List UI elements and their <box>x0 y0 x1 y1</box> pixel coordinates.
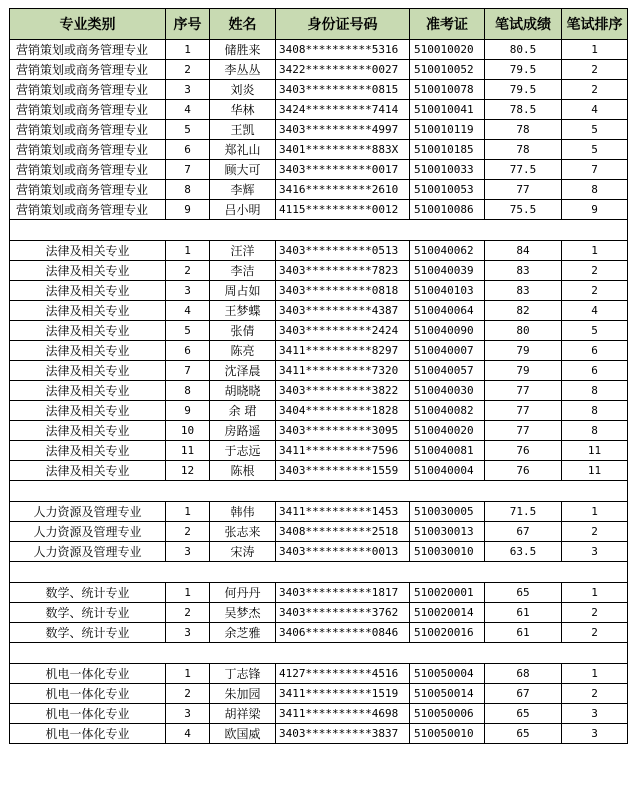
cell-major: 人力资源及管理专业 <box>10 542 166 562</box>
cell-id: 3403**********1559 <box>276 461 410 481</box>
cell-score: 76 <box>485 461 562 481</box>
table-row <box>10 100 628 120</box>
table-row <box>10 401 628 421</box>
cell-name: 华林 <box>210 100 276 120</box>
header-ticket: 准考证 <box>410 9 485 40</box>
cell-seq: 3 <box>166 281 210 301</box>
header-seq: 序号 <box>166 9 210 40</box>
cell-seq: 7 <box>166 160 210 180</box>
cell-rank: 8 <box>562 381 628 401</box>
cell-name: 沈泽晨 <box>210 361 276 381</box>
cell-name: 房路遥 <box>210 421 276 441</box>
cell-ticket: 510010086 <box>410 200 485 220</box>
cell-ticket: 510010078 <box>410 80 485 100</box>
cell-rank: 8 <box>562 180 628 200</box>
cell-major: 法律及相关专业 <box>10 401 166 421</box>
cell-score: 79.5 <box>485 60 562 80</box>
cell-seq: 4 <box>166 724 210 744</box>
cell-ticket: 510040090 <box>410 321 485 341</box>
cell-ticket: 510050014 <box>410 684 485 704</box>
cell-id: 3406**********0846 <box>276 623 410 643</box>
cell-seq: 11 <box>166 441 210 461</box>
cell-rank: 2 <box>562 603 628 623</box>
cell-id: 3408**********5316 <box>276 40 410 60</box>
cell-score: 77 <box>485 401 562 421</box>
cell-name: 于志远 <box>210 441 276 461</box>
table-row <box>10 281 628 301</box>
cell-id: 3403**********4997 <box>276 120 410 140</box>
cell-ticket: 510040057 <box>410 361 485 381</box>
cell-rank: 4 <box>562 100 628 120</box>
cell-rank: 5 <box>562 120 628 140</box>
cell-rank: 8 <box>562 421 628 441</box>
header-major: 专业类别 <box>10 9 166 40</box>
cell-rank: 6 <box>562 341 628 361</box>
cell-seq: 1 <box>166 583 210 603</box>
cell-name: 胡晓晓 <box>210 381 276 401</box>
cell-score: 83 <box>485 281 562 301</box>
cell-score: 80 <box>485 321 562 341</box>
cell-major: 法律及相关专业 <box>10 421 166 441</box>
table-row <box>10 461 628 481</box>
cell-major: 法律及相关专业 <box>10 361 166 381</box>
header-row <box>10 9 628 40</box>
cell-rank: 2 <box>562 60 628 80</box>
cell-rank: 11 <box>562 461 628 481</box>
cell-rank: 11 <box>562 441 628 461</box>
cell-score: 75.5 <box>485 200 562 220</box>
cell-seq: 6 <box>166 140 210 160</box>
cell-id: 3403**********3837 <box>276 724 410 744</box>
cell-id: 3422**********0027 <box>276 60 410 80</box>
cell-rank: 5 <box>562 140 628 160</box>
cell-score: 61 <box>485 603 562 623</box>
cell-name: 余芝雅 <box>210 623 276 643</box>
cell-seq: 3 <box>166 623 210 643</box>
cell-score: 79 <box>485 341 562 361</box>
cell-rank: 1 <box>562 664 628 684</box>
cell-seq: 3 <box>166 704 210 724</box>
cell-ticket: 510020016 <box>410 623 485 643</box>
cell-major: 机电一体化专业 <box>10 684 166 704</box>
cell-rank: 1 <box>562 502 628 522</box>
cell-major: 机电一体化专业 <box>10 704 166 724</box>
table-row <box>10 502 628 522</box>
cell-id: 3403**********1817 <box>276 583 410 603</box>
cell-score: 78 <box>485 140 562 160</box>
cell-rank: 2 <box>562 80 628 100</box>
cell-seq: 2 <box>166 261 210 281</box>
table-row <box>10 200 628 220</box>
group-separator <box>10 481 628 502</box>
cell-major: 人力资源及管理专业 <box>10 522 166 542</box>
cell-score: 76 <box>485 441 562 461</box>
cell-id: 3411**********1453 <box>276 502 410 522</box>
cell-major: 机电一体化专业 <box>10 664 166 684</box>
cell-id: 3403**********0815 <box>276 80 410 100</box>
table-row <box>10 80 628 100</box>
cell-name: 周占如 <box>210 281 276 301</box>
cell-id: 3411**********7596 <box>276 441 410 461</box>
header-name: 姓名 <box>210 9 276 40</box>
table-row <box>10 160 628 180</box>
cell-name: 丁志锋 <box>210 664 276 684</box>
cell-ticket: 510030013 <box>410 522 485 542</box>
cell-seq: 2 <box>166 603 210 623</box>
group-separator-row <box>10 481 628 502</box>
cell-name: 陈亮 <box>210 341 276 361</box>
group-separator <box>10 643 628 664</box>
cell-major: 法律及相关专业 <box>10 341 166 361</box>
cell-ticket: 510040007 <box>410 341 485 361</box>
cell-score: 65 <box>485 704 562 724</box>
cell-rank: 2 <box>562 281 628 301</box>
cell-seq: 9 <box>166 200 210 220</box>
cell-seq: 1 <box>166 664 210 684</box>
cell-score: 79 <box>485 361 562 381</box>
cell-seq: 3 <box>166 542 210 562</box>
cell-seq: 4 <box>166 301 210 321</box>
cell-ticket: 510040030 <box>410 381 485 401</box>
cell-score: 65 <box>485 583 562 603</box>
table-row <box>10 704 628 724</box>
table-row <box>10 60 628 80</box>
table-row <box>10 603 628 623</box>
cell-seq: 8 <box>166 381 210 401</box>
cell-seq: 5 <box>166 321 210 341</box>
cell-name: 储胜来 <box>210 40 276 60</box>
cell-seq: 1 <box>166 40 210 60</box>
cell-score: 77 <box>485 180 562 200</box>
cell-name: 朱加园 <box>210 684 276 704</box>
cell-major: 法律及相关专业 <box>10 441 166 461</box>
cell-seq: 5 <box>166 120 210 140</box>
cell-major: 法律及相关专业 <box>10 321 166 341</box>
cell-name: 李洁 <box>210 261 276 281</box>
cell-name: 李丛丛 <box>210 60 276 80</box>
cell-score: 63.5 <box>485 542 562 562</box>
cell-id: 4127**********4516 <box>276 664 410 684</box>
table-row <box>10 664 628 684</box>
cell-id: 3403**********4387 <box>276 301 410 321</box>
cell-id: 3411**********1519 <box>276 684 410 704</box>
cell-rank: 2 <box>562 623 628 643</box>
table-row <box>10 542 628 562</box>
cell-ticket: 510010033 <box>410 160 485 180</box>
cell-id: 3403**********7823 <box>276 261 410 281</box>
cell-major: 人力资源及管理专业 <box>10 502 166 522</box>
cell-seq: 1 <box>166 241 210 261</box>
cell-seq: 6 <box>166 341 210 361</box>
cell-ticket: 510030010 <box>410 542 485 562</box>
cell-id: 3403**********3822 <box>276 381 410 401</box>
cell-major: 法律及相关专业 <box>10 281 166 301</box>
cell-ticket: 510010185 <box>410 140 485 160</box>
cell-ticket: 510040103 <box>410 281 485 301</box>
cell-id: 3403**********3095 <box>276 421 410 441</box>
cell-score: 80.5 <box>485 40 562 60</box>
cell-ticket: 510010020 <box>410 40 485 60</box>
cell-seq: 3 <box>166 80 210 100</box>
table-row <box>10 522 628 542</box>
cell-major: 法律及相关专业 <box>10 461 166 481</box>
cell-score: 84 <box>485 241 562 261</box>
results-table <box>9 8 628 744</box>
group-separator-row <box>10 220 628 241</box>
table-row <box>10 684 628 704</box>
cell-major: 法律及相关专业 <box>10 261 166 281</box>
cell-id: 3411**********8297 <box>276 341 410 361</box>
cell-seq: 2 <box>166 684 210 704</box>
cell-major: 营销策划或商务管理专业 <box>10 200 166 220</box>
table-row <box>10 180 628 200</box>
cell-name: 吕小明 <box>210 200 276 220</box>
header-id: 身份证号码 <box>276 9 410 40</box>
cell-seq: 8 <box>166 180 210 200</box>
cell-id: 3403**********2424 <box>276 321 410 341</box>
cell-seq: 1 <box>166 502 210 522</box>
cell-rank: 2 <box>562 522 628 542</box>
cell-name: 欧国威 <box>210 724 276 744</box>
cell-rank: 2 <box>562 684 628 704</box>
cell-id: 3403**********0818 <box>276 281 410 301</box>
header-rank: 笔试排序 <box>562 9 628 40</box>
group-separator-row <box>10 562 628 583</box>
table-row <box>10 341 628 361</box>
cell-rank: 7 <box>562 160 628 180</box>
cell-major: 营销策划或商务管理专业 <box>10 40 166 60</box>
cell-ticket: 510010041 <box>410 100 485 120</box>
table-row <box>10 361 628 381</box>
cell-name: 李辉 <box>210 180 276 200</box>
cell-major: 数学、统计专业 <box>10 623 166 643</box>
cell-rank: 9 <box>562 200 628 220</box>
cell-id: 3403**********0513 <box>276 241 410 261</box>
cell-major: 数学、统计专业 <box>10 603 166 623</box>
cell-ticket: 510050010 <box>410 724 485 744</box>
cell-name: 陈根 <box>210 461 276 481</box>
cell-score: 82 <box>485 301 562 321</box>
cell-ticket: 510010053 <box>410 180 485 200</box>
cell-ticket: 510020014 <box>410 603 485 623</box>
cell-seq: 4 <box>166 100 210 120</box>
group-separator <box>10 562 628 583</box>
table-row <box>10 421 628 441</box>
cell-ticket: 510010052 <box>410 60 485 80</box>
cell-ticket: 510040082 <box>410 401 485 421</box>
cell-ticket: 510050006 <box>410 704 485 724</box>
table-row <box>10 724 628 744</box>
table-row <box>10 441 628 461</box>
cell-ticket: 510020001 <box>410 583 485 603</box>
cell-name: 胡祥梁 <box>210 704 276 724</box>
cell-id: 4115**********0012 <box>276 200 410 220</box>
cell-score: 77.5 <box>485 160 562 180</box>
cell-seq: 9 <box>166 401 210 421</box>
cell-name: 张志来 <box>210 522 276 542</box>
cell-score: 78.5 <box>485 100 562 120</box>
cell-seq: 12 <box>166 461 210 481</box>
cell-score: 71.5 <box>485 502 562 522</box>
cell-rank: 3 <box>562 704 628 724</box>
cell-name: 张倩 <box>210 321 276 341</box>
cell-ticket: 510040020 <box>410 421 485 441</box>
cell-score: 77 <box>485 421 562 441</box>
cell-major: 数学、统计专业 <box>10 583 166 603</box>
table-row <box>10 301 628 321</box>
cell-seq: 2 <box>166 60 210 80</box>
cell-ticket: 510040064 <box>410 301 485 321</box>
cell-name: 王凯 <box>210 120 276 140</box>
cell-rank: 1 <box>562 583 628 603</box>
cell-major: 营销策划或商务管理专业 <box>10 100 166 120</box>
cell-rank: 8 <box>562 401 628 421</box>
cell-ticket: 510040039 <box>410 261 485 281</box>
cell-score: 68 <box>485 664 562 684</box>
cell-score: 79.5 <box>485 80 562 100</box>
table-row <box>10 321 628 341</box>
cell-name: 余 珺 <box>210 401 276 421</box>
cell-name: 王梦蝶 <box>210 301 276 321</box>
cell-major: 营销策划或商务管理专业 <box>10 120 166 140</box>
cell-name: 何丹丹 <box>210 583 276 603</box>
cell-id: 3411**********7320 <box>276 361 410 381</box>
cell-score: 78 <box>485 120 562 140</box>
cell-major: 机电一体化专业 <box>10 724 166 744</box>
table-body <box>10 40 628 744</box>
cell-id: 3408**********2518 <box>276 522 410 542</box>
cell-id: 3403**********0013 <box>276 542 410 562</box>
cell-major: 营销策划或商务管理专业 <box>10 140 166 160</box>
cell-name: 汪洋 <box>210 241 276 261</box>
cell-score: 67 <box>485 684 562 704</box>
cell-rank: 4 <box>562 301 628 321</box>
cell-major: 营销策划或商务管理专业 <box>10 60 166 80</box>
cell-major: 法律及相关专业 <box>10 301 166 321</box>
cell-seq: 2 <box>166 522 210 542</box>
table-row <box>10 241 628 261</box>
cell-name: 顾大可 <box>210 160 276 180</box>
cell-name: 刘炎 <box>210 80 276 100</box>
cell-name: 吴梦杰 <box>210 603 276 623</box>
cell-major: 法律及相关专业 <box>10 381 166 401</box>
cell-id: 3404**********1828 <box>276 401 410 421</box>
cell-score: 61 <box>485 623 562 643</box>
cell-id: 3416**********2610 <box>276 180 410 200</box>
cell-rank: 6 <box>562 361 628 381</box>
cell-id: 3403**********0017 <box>276 160 410 180</box>
cell-major: 营销策划或商务管理专业 <box>10 160 166 180</box>
table-row <box>10 583 628 603</box>
cell-ticket: 510030005 <box>410 502 485 522</box>
cell-name: 郑礼山 <box>210 140 276 160</box>
table-row <box>10 140 628 160</box>
cell-name: 韩伟 <box>210 502 276 522</box>
cell-rank: 2 <box>562 261 628 281</box>
header-score: 笔试成绩 <box>485 9 562 40</box>
cell-id: 3403**********3762 <box>276 603 410 623</box>
cell-major: 营销策划或商务管理专业 <box>10 80 166 100</box>
cell-seq: 10 <box>166 421 210 441</box>
cell-ticket: 510050004 <box>410 664 485 684</box>
group-separator <box>10 220 628 241</box>
cell-rank: 5 <box>562 321 628 341</box>
cell-seq: 7 <box>166 361 210 381</box>
cell-major: 营销策划或商务管理专业 <box>10 180 166 200</box>
cell-score: 65 <box>485 724 562 744</box>
cell-ticket: 510010119 <box>410 120 485 140</box>
cell-id: 3401**********883X <box>276 140 410 160</box>
table-row <box>10 381 628 401</box>
cell-ticket: 510040062 <box>410 241 485 261</box>
cell-id: 3411**********4698 <box>276 704 410 724</box>
table-row <box>10 40 628 60</box>
cell-ticket: 510040081 <box>410 441 485 461</box>
cell-rank: 1 <box>562 40 628 60</box>
cell-ticket: 510040004 <box>410 461 485 481</box>
cell-rank: 3 <box>562 542 628 562</box>
cell-major: 法律及相关专业 <box>10 241 166 261</box>
cell-name: 宋涛 <box>210 542 276 562</box>
cell-score: 83 <box>485 261 562 281</box>
group-separator-row <box>10 643 628 664</box>
cell-rank: 3 <box>562 724 628 744</box>
table-row <box>10 261 628 281</box>
cell-rank: 1 <box>562 241 628 261</box>
table-row <box>10 120 628 140</box>
table-row <box>10 623 628 643</box>
cell-score: 77 <box>485 381 562 401</box>
cell-id: 3424**********7414 <box>276 100 410 120</box>
cell-score: 67 <box>485 522 562 542</box>
